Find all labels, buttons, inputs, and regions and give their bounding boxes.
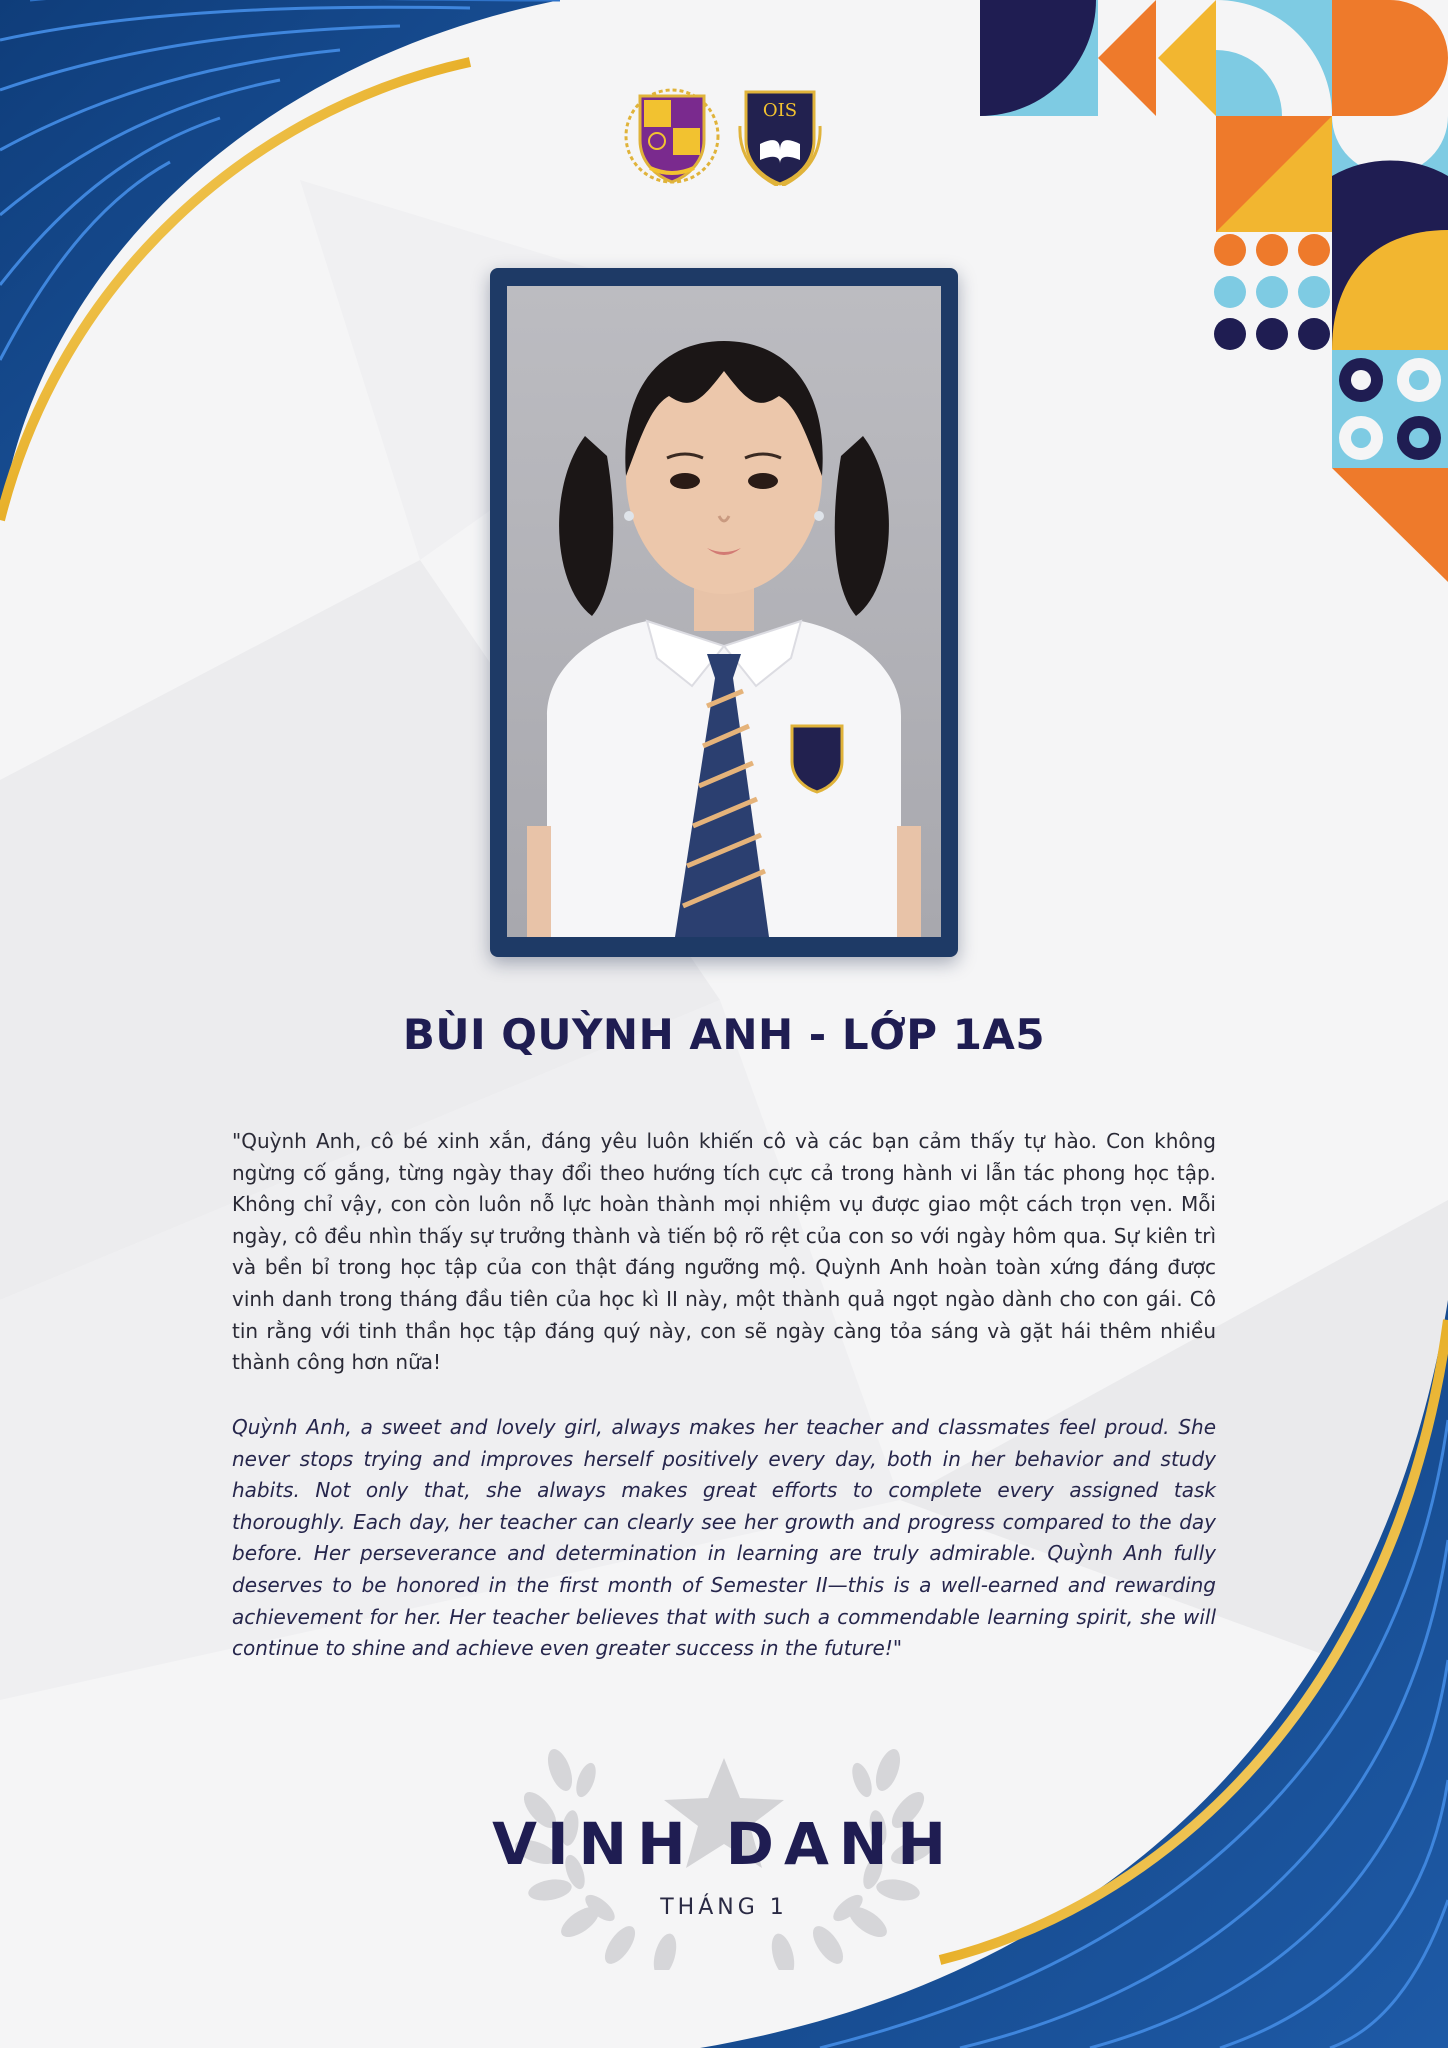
award-subtitle: THÁNG 1	[660, 1895, 788, 1920]
school-logos	[620, 86, 830, 186]
ois-crest-icon	[740, 92, 820, 186]
ois-logo-text: OIS	[762, 100, 798, 121]
student-portrait-illustration	[507, 286, 941, 937]
student-photo-frame	[490, 268, 958, 957]
geometric-pattern	[980, 0, 1448, 582]
school-crest-icon	[626, 90, 718, 182]
student-name-title: BÙI QUỲNH ANH - LỚP 1A5	[402, 1010, 1046, 1059]
message-english: Quỳnh Anh, a sweet and lovely girl, always makes her teacher and classmates feel proud. She never stops trying and improves herself positively every day, both in her behavior and study habits. Not only that, she always makes great efforts to complete every assigned task thoroughly. Each day, her teacher can clearly see her growth and progress compared to the day before. Her perseverance and determination in learning are truly admirable. Quỳnh Anh fully deserves to be honored in the first month of Semester II—this is a well-earned and rewarding achievement for her. Her teacher believes that with such a commendable learning spirit, she will continue to shine and achieve even greater success in the future!"	[232, 1415, 1216, 1661]
student-photo	[507, 286, 941, 937]
message-vietnamese: "Quỳnh Anh, cô bé xinh xắn, đáng yêu luôn khiến cô và các bạn cảm thấy tự hào. Con không ngừng cố gắng, từng ngày thay đổi theo hướng tích cực cả trong hành vi lẫn tác phong học tập. Không chỉ vậy, con còn luôn nỗ lực hoàn thành mọi nhiệm vụ được giao một cách trọn vẹn. Mỗi ngày, cô đều nhìn thấy sự trưởng thành và tiến bộ rõ rệt của con so với ngày hôm qua. Sự kiên trì và bền bỉ trong học tập của con thật đáng ngưỡng mộ. Quỳnh Anh hoàn toàn xứng đáng được vinh danh trong tháng đầu tiên của học kì II này, một thành quả ngọt ngào dành cho con gái. Cô tin rằng với tinh thần học tập đáng quý này, con sẽ ngày càng tỏa sáng và gặt hái thêm nhiều thành công hơn nữa!	[232, 1129, 1216, 1375]
award-title: VINH DANH	[492, 1810, 956, 1878]
